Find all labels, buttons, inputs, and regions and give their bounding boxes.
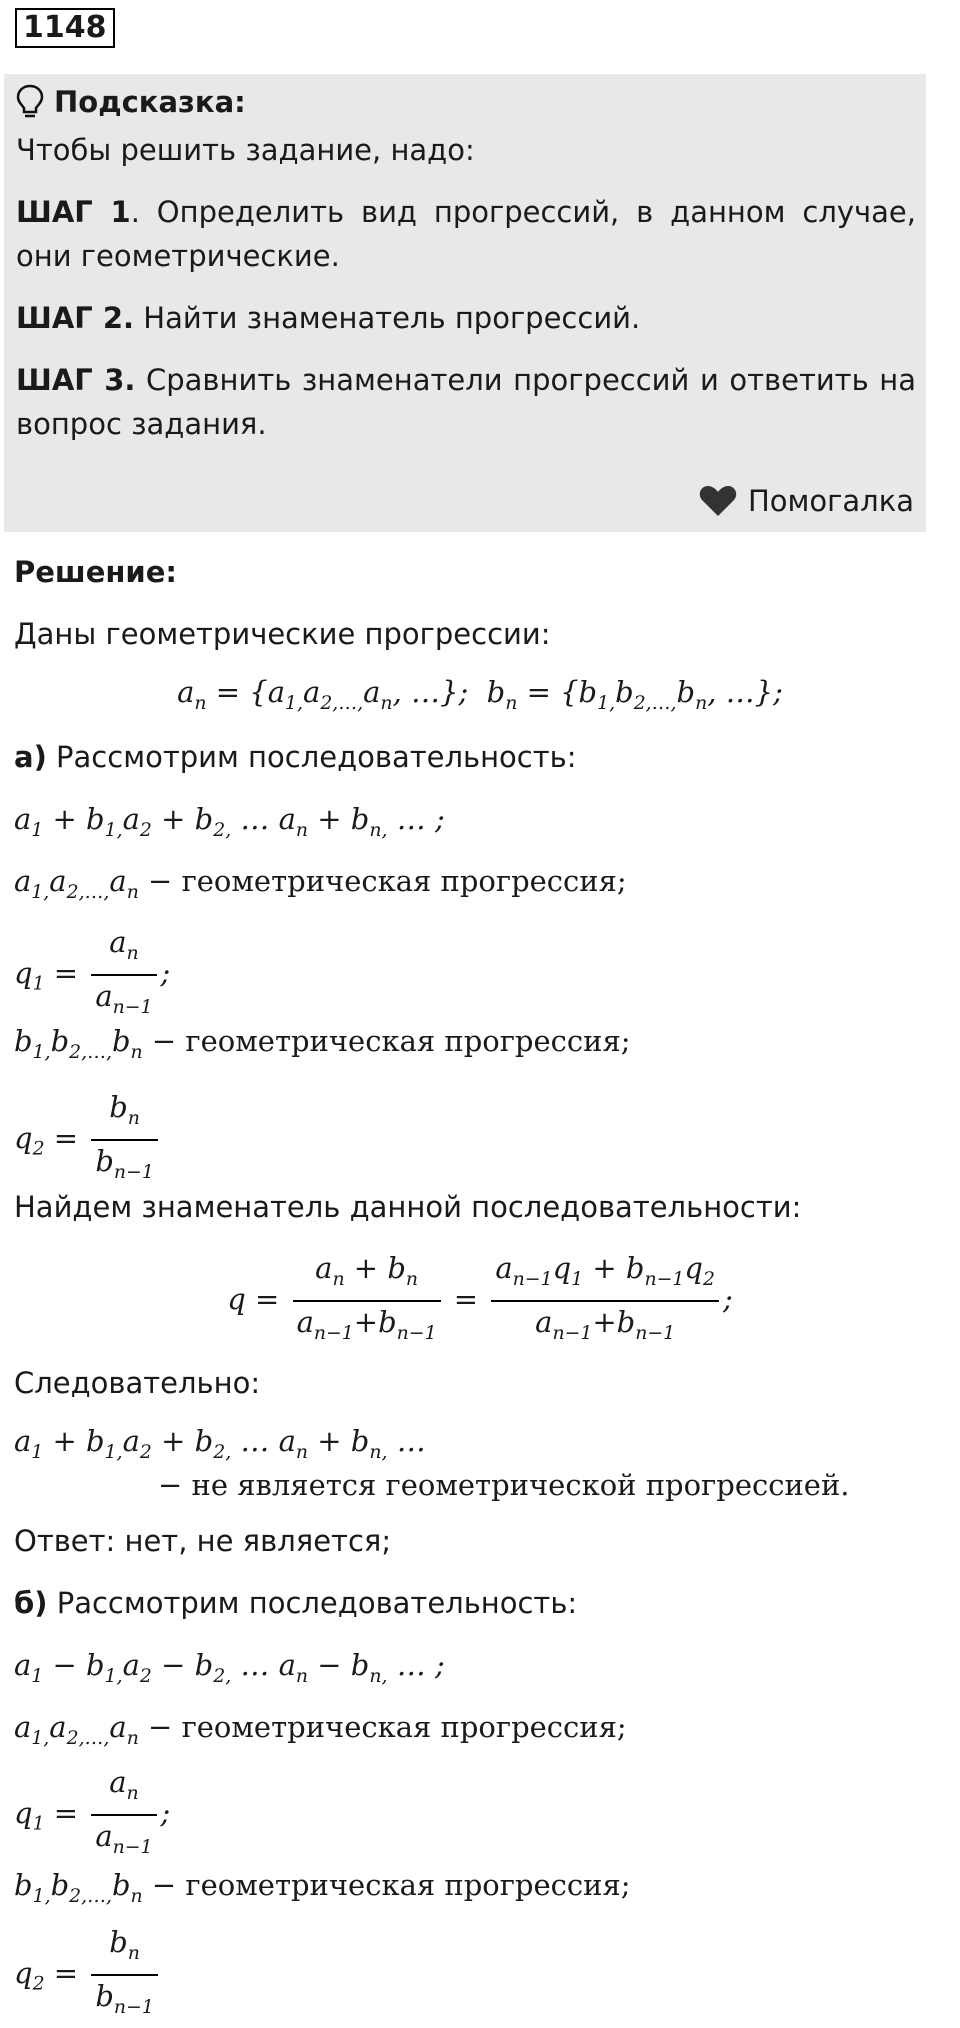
geom-text: − геометрическая прогрессия; [142,1024,631,1058]
part-b-heading [14,1586,577,1620]
formula-q1: $q_1$ = $\frac{a_n}{a_{n-1}}$ ; [14,922,170,1028]
step-text: Сравнить знаменатели прогрессий и ответить на вопрос задания. [16,363,916,441]
part-b-text: Рассмотрим последовательность: [47,1586,578,1620]
formula-sum-sequence-2: $a_1 + b_{1,}a_2 + b_{2,}$ … $a_n + b_{n,}$ … [14,1424,426,1463]
given-text: Даны геометрические прогрессии: [14,617,551,651]
hint-intro: Чтобы решить задание, надо: [16,133,475,167]
helper-label: Помогалка [748,484,914,518]
part-a-heading [14,740,577,774]
step-text: Найти знаменатель прогрессий. [134,301,641,335]
a-geom-line: $a_{1,}a_{2,\dots,}a_n$ − геометрическая прогрессия; [14,864,627,903]
part-b-label: б) [14,1586,48,1620]
geom-text: − геометрическая прогрессия; [138,1710,627,1744]
hint-step-1 [16,190,916,278]
hint-title: Подсказка: [54,85,246,119]
therefore-text: Следовательно: [14,1366,261,1400]
task-number: 1148 [15,8,115,48]
formula-diff-sequence: $a_1 - b_{1,}a_2 - b_{2,}$ … $a_n - b_{n,}$ … ; [14,1648,445,1687]
heart-icon [698,484,738,518]
step-label: ШАГ 2. [16,301,135,335]
step-label: ШАГ 3. [16,363,136,397]
geom-text: − геометрическая прогрессия; [138,864,627,898]
formula-q: q = $\frac{a_n + b_n}{a_{n-1}+b_{n-1}}$ = $\frac{a_{n-1}q_1 + b_{n-1}q_2}{a_{n-1}+b_{n-1}}$ ; [0,1248,960,1354]
hint-header [16,84,246,120]
formula-q1-b: $q_1$ = $\frac{a_n}{a_{n-1}}$ ; [14,1762,170,1868]
helper-credit [698,484,914,518]
b-geom-line-b: $b_{1,}b_{2,\dots,}b_n$ − геометрическая прогрессия; [14,1868,631,1907]
step-label: ШАГ 1 [16,195,131,229]
part-a-text: Рассмотрим последовательность: [46,740,577,774]
part-a-label: а) [14,740,47,774]
find-q-text: Найдем знаменатель данной последовательности: [14,1190,802,1224]
step-text: . Определить вид прогрессий, в данном случае, они геометрические. [16,195,916,273]
b-geom-line: $b_{1,}b_{2,\dots,}b_n$ − геометрическая прогрессия; [14,1024,631,1063]
lightbulb-icon [16,84,44,120]
solution-title: Решение: [14,555,178,589]
not-geom-text: − не является геометрической прогрессией. [158,1468,850,1502]
formula-sum-sequence: $a_1 + b_{1,}a_2 + b_{2,}$ … $a_n + b_{n,}$ … ; [14,802,445,841]
answer-a: Ответ: нет, не является; [14,1524,392,1558]
hint-box [4,74,926,532]
hint-step-2 [16,296,916,340]
formula-q2-b: $q_2$ = $\frac{b_n}{b_{n-1}}$ [14,1922,162,2028]
formula-q2: $q_2$ = $\frac{b_n}{b_{n-1}}$ [14,1087,162,1193]
formula-sequences: $a_n = \{a_{1,}a_{2,\dots,}a_n$, …}; $b_n = \{b_{1,}b_{2,\dots,}b_n$, …}; [177,675,783,714]
geom-text: − геометрическая прогрессия; [142,1868,631,1902]
a-geom-line-b: $a_{1,}a_{2,\dots,}a_n$ − геометрическая прогрессия; [14,1710,627,1749]
hint-step-3 [16,358,916,446]
